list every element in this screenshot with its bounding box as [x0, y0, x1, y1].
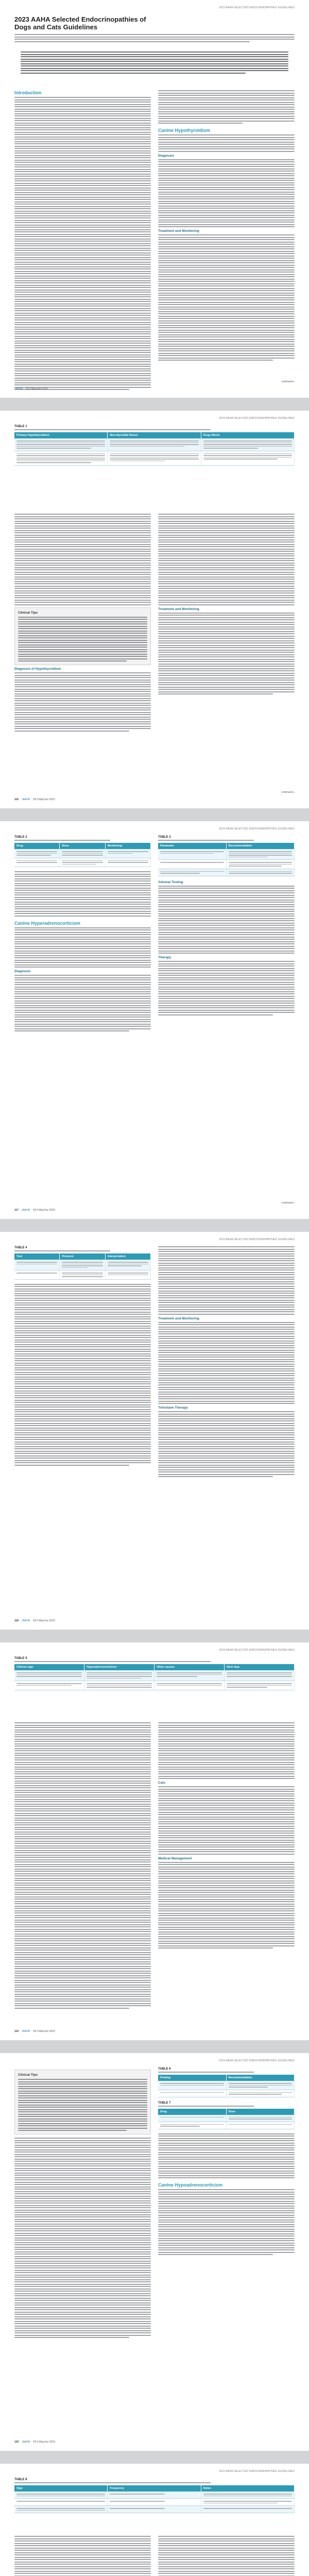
- table-row: [158, 2081, 295, 2090]
- column-left: [14, 2067, 151, 2338]
- section-heading: Canine Hyperadrenocorticism: [14, 920, 81, 926]
- page-7: [0, 2464, 309, 2576]
- table-header-cell: Dose: [227, 2109, 295, 2115]
- subsection-heading: Diagnosis: [158, 154, 175, 158]
- page-2: [0, 411, 309, 808]
- column-left: [14, 1722, 151, 2009]
- running-head: 2023 AAHA SELECTED ENDOCRINOPATHIES GUIDELINES: [219, 827, 295, 831]
- table-header-row: [14, 843, 151, 849]
- subsection-heading: Diagnosis of Hypothyroidism: [14, 667, 61, 671]
- table-caption: TABLE 5: [14, 1657, 27, 1660]
- running-head: 2023 AAHA SELECTED ENDOCRINOPATHIES GUIDELINES: [219, 2470, 295, 2473]
- table-5: [14, 1657, 295, 1690]
- subsection-heading: Treatment and Monitoring: [158, 229, 199, 233]
- subsection-heading: Treatment and Monitoring: [158, 1316, 199, 1320]
- table-header-row: [14, 2485, 295, 2492]
- page-footer: 120 JAAHA 59:3 May/Jun 2023: [14, 2441, 55, 2444]
- column-right: [158, 514, 295, 732]
- subsection-heading: Trilostane Therapy: [158, 1406, 188, 1410]
- table-header-cell: Drug: [14, 843, 60, 849]
- continued-label: continued ▸: [281, 791, 295, 794]
- table-caption: TABLE 8: [14, 2478, 27, 2481]
- table-row: [158, 2090, 295, 2097]
- table-header-cell: Monitoring: [106, 843, 151, 849]
- table-caption: TABLE 3: [158, 836, 171, 839]
- table-row: [14, 2492, 295, 2499]
- table-row: [14, 849, 151, 858]
- table-header-cell: Parameter: [158, 843, 227, 849]
- page-4: [0, 1232, 309, 1630]
- author-list: [14, 34, 295, 42]
- section-heading: Canine Hypothyroidism: [158, 128, 211, 133]
- column-right: [158, 90, 295, 390]
- table-row: [14, 1670, 295, 1681]
- column-left: [14, 1246, 151, 1477]
- table-row: [14, 451, 295, 466]
- table-header-cell: Clinical sign: [14, 1664, 84, 1670]
- column-left: [14, 514, 151, 732]
- table-header-cell: Test: [14, 1253, 60, 1260]
- column-right: [158, 1722, 295, 2009]
- continued-label: continued ▸: [281, 380, 295, 383]
- table-header-row: [158, 2075, 295, 2081]
- table-row: [14, 1681, 295, 1690]
- table-header-row: [14, 432, 295, 438]
- subsection-heading: Medical Management: [158, 1856, 192, 1860]
- column-right: [158, 836, 295, 1031]
- table-header-cell: Dose: [60, 843, 105, 849]
- section-heading: Introduction: [14, 90, 42, 95]
- table-header-cell: Finding: [158, 2075, 227, 2081]
- page-footer: 118 JAAHA 59:3 May/Jun 2023: [14, 1619, 55, 1622]
- page-3: [0, 821, 309, 1219]
- running-head: 2023 AAHA SELECTED ENDOCRINOPATHIES GUIDELINES: [219, 2059, 295, 2062]
- table-caption: TABLE 2: [14, 836, 27, 839]
- running-head: 2023 AAHA SELECTED ENDOCRINOPATHIES GUIDELINES: [219, 6, 295, 9]
- table-row: [14, 858, 151, 868]
- column-left: [14, 90, 151, 390]
- continued-label: continued ▸: [281, 1201, 295, 1205]
- page-footer: JAAHA 59:3 May/Jun 2023: [14, 387, 48, 391]
- running-head: 2023 AAHA SELECTED ENDOCRINOPATHIES GUIDELINES: [219, 417, 295, 420]
- running-head: 2023 AAHA SELECTED ENDOCRINOPATHIES GUIDELINES: [219, 1238, 295, 1241]
- table-header-cell: Frequency: [108, 2485, 201, 2492]
- abstract: [21, 52, 288, 74]
- table-header-cell: Recommendation: [227, 2075, 295, 2081]
- page-5: [0, 1642, 309, 2040]
- table-row: [158, 2115, 295, 2122]
- table-caption: TABLE 6: [158, 2067, 171, 2071]
- table-row: [14, 1270, 151, 1280]
- table-header-cell: Non-thyroidal illness: [108, 432, 201, 438]
- page-footer: 116 JAAHA 59:3 May/Jun 2023: [14, 798, 55, 801]
- running-head: 2023 AAHA SELECTED ENDOCRINOPATHIES GUIDELINES: [219, 1649, 295, 1652]
- table-row: [14, 438, 295, 451]
- column-right: [158, 2067, 295, 2338]
- table-header-cell: Protocol: [60, 1253, 105, 1260]
- table-row: [14, 2499, 295, 2506]
- subsection-heading: Treatment and Monitoring: [158, 607, 199, 611]
- article-title: 2023 AAHA Selected Endocrinopathies of Dogs and Cats Guidelines: [14, 15, 146, 31]
- table-header-cell: Sign: [14, 2485, 108, 2492]
- table-row: [14, 2506, 295, 2513]
- page-1: [0, 0, 309, 398]
- page-footer: 119 JAAHA 59:3 May/Jun 2023: [14, 2030, 55, 2033]
- column-left: [14, 2536, 151, 2576]
- table-header-cell: Notes: [201, 2485, 295, 2492]
- table-header-cell: Primary Hypothyroidism: [14, 432, 108, 438]
- table-1: [14, 425, 295, 466]
- table-caption: TABLE 7: [158, 2101, 171, 2105]
- table-header-row: [158, 843, 295, 849]
- column-left: [14, 836, 151, 1031]
- table-header-row: [158, 2109, 295, 2115]
- table-header-cell: Hyperadrenocorticism: [84, 1664, 154, 1670]
- table-header-cell: Drug effects: [201, 432, 295, 438]
- clinical-tips-box: [14, 607, 151, 666]
- table-header-row: [14, 1664, 295, 1670]
- table-row: [158, 849, 295, 860]
- column-right: [158, 1246, 295, 1477]
- table-row: [14, 1260, 151, 1270]
- table-header-row: [14, 1253, 151, 1260]
- subsection-heading: Therapy: [158, 956, 171, 959]
- clinical-tips-box: [14, 2070, 151, 2134]
- table-caption: TABLE 1: [14, 425, 27, 428]
- section-heading: Canine Hypoadrenocorticism: [158, 2182, 223, 2188]
- table-header-cell: Next step: [225, 1664, 295, 1670]
- subsection-heading: Adrenal Testing: [158, 880, 183, 884]
- table-header-cell: Interpretation: [106, 1253, 151, 1260]
- table-header-cell: Other causes: [154, 1664, 225, 1670]
- table-8: [14, 2478, 295, 2513]
- subsection-heading: Diagnosis: [14, 970, 31, 973]
- table-row: [158, 2122, 295, 2129]
- tip-title: Clinical Tips: [18, 611, 38, 615]
- table-header-cell: Drug: [158, 2109, 227, 2115]
- column-right: [158, 2536, 295, 2576]
- page-6: [0, 2053, 309, 2451]
- table-row: [158, 860, 295, 869]
- table-header-cell: Recommendation: [227, 843, 295, 849]
- page-footer: 117 JAAHA 59:3 May/Jun 2023: [14, 1209, 55, 1212]
- table-caption: TABLE 4: [14, 1246, 27, 1249]
- table-row: [158, 869, 295, 876]
- subsection-heading: Cats: [158, 1781, 166, 1785]
- tip-title: Clinical Tips: [18, 2073, 38, 2077]
